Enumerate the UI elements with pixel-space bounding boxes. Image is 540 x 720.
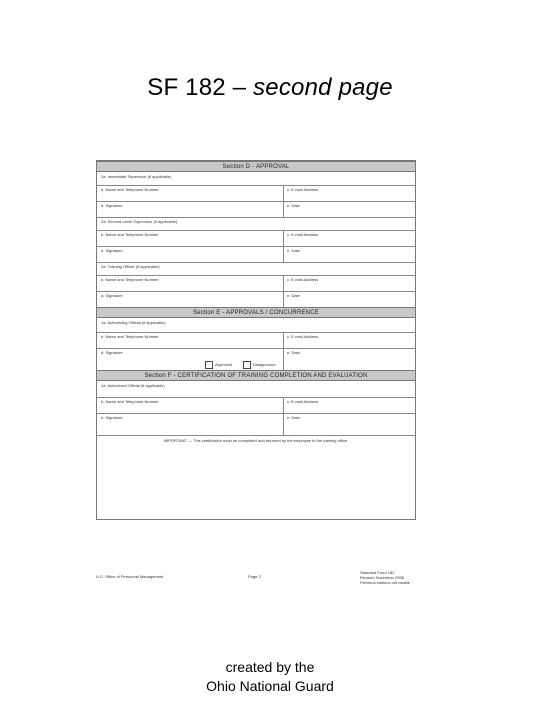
field-label: c. E-mail Address bbox=[287, 277, 319, 282]
disapproved-label: Disapproved bbox=[253, 362, 276, 367]
page-footer-right-3: Previous editions not usable bbox=[360, 580, 411, 585]
field-label: b. Name and Telephone Number bbox=[101, 187, 159, 192]
page-footer-right-2: Revised November 2006 bbox=[360, 575, 405, 580]
column-divider bbox=[283, 291, 284, 307]
disapproved-checkbox[interactable] bbox=[243, 361, 251, 369]
field-label: e. Date bbox=[287, 248, 300, 253]
page-footer-right-1: Standard Form 182 bbox=[360, 570, 395, 575]
field-label: c. E-mail Address bbox=[287, 334, 319, 339]
form-row-divider bbox=[97, 262, 415, 263]
column-divider bbox=[283, 230, 284, 246]
field-label: b. Name and Telephone Number bbox=[101, 277, 159, 282]
field-label: 1a. Immediate Supervisor (if applicable) bbox=[101, 174, 172, 179]
column-divider bbox=[283, 185, 284, 201]
field-label: d. Signature bbox=[101, 203, 123, 208]
field-label: d. Signature bbox=[101, 415, 123, 420]
column-divider bbox=[283, 397, 284, 413]
form-row-divider bbox=[97, 275, 415, 276]
form-row-divider bbox=[97, 246, 415, 247]
field-label: 3a. Training Officer (if applicable) bbox=[101, 264, 160, 269]
section-f-header: Section F - CERTIFICATION OF TRAINING COMPLETION AND EVALUATION bbox=[97, 370, 415, 381]
column-divider bbox=[283, 332, 284, 348]
form-row-divider bbox=[97, 217, 415, 218]
field-label: d. Signature bbox=[101, 293, 123, 298]
field-label: b. Name and Telephone Number bbox=[101, 334, 159, 339]
credit-text bbox=[0, 658, 540, 696]
form-row-divider bbox=[97, 201, 415, 202]
section-e-header: Section E - APPROVALS / CONCURRENCE bbox=[97, 307, 415, 318]
field-label: c. E-mail Address bbox=[287, 187, 319, 192]
page-footer-center: Page 2 bbox=[248, 574, 261, 579]
column-divider bbox=[283, 348, 284, 370]
column-divider bbox=[283, 275, 284, 291]
field-label: d. Signature bbox=[101, 350, 123, 355]
approved-checkbox[interactable] bbox=[205, 361, 213, 369]
column-divider bbox=[283, 413, 284, 435]
form-row-divider bbox=[97, 291, 415, 292]
form-row-divider bbox=[97, 397, 415, 398]
page-title-italic: second page bbox=[253, 74, 393, 101]
column-divider bbox=[283, 201, 284, 217]
field-label: e. Date bbox=[287, 203, 300, 208]
form-row-divider bbox=[97, 332, 415, 333]
form-row-divider bbox=[97, 185, 415, 186]
field-label: 1a. Authorizing Official (if applicable) bbox=[101, 320, 166, 325]
field-label: 1a. Authorized Official (if applicable) bbox=[101, 383, 165, 388]
field-label: b. Name and Telephone Number bbox=[101, 399, 159, 404]
form-row-divider bbox=[97, 348, 415, 349]
field-label: d. Signature bbox=[101, 248, 123, 253]
field-label: 2a. Second-Level Supervisor (if applicable) bbox=[101, 219, 178, 224]
credit-line-2: Ohio National Guard bbox=[206, 678, 334, 694]
important-note: IMPORTANT — This certification must be completed and returned by the employee to the training office. bbox=[163, 438, 349, 443]
form-row-divider bbox=[97, 230, 415, 231]
field-label: e. Date bbox=[287, 293, 300, 298]
section-d-header: Section D - APPROVAL bbox=[97, 161, 415, 172]
approved-label: Approved bbox=[215, 362, 233, 367]
field-label: e. Date bbox=[287, 415, 300, 420]
credit-line-1: created by the bbox=[225, 659, 315, 675]
field-label: e. Date bbox=[287, 350, 300, 355]
page-footer-left: U.S. Office of Personnel Management bbox=[96, 574, 164, 579]
form-row-divider bbox=[97, 413, 415, 414]
field-label: c. E-mail Address bbox=[287, 232, 319, 237]
field-label: c. E-mail Address bbox=[287, 399, 319, 404]
column-divider bbox=[283, 246, 284, 262]
form-row-divider bbox=[97, 435, 415, 436]
page-title bbox=[0, 74, 540, 102]
sf182-form-page bbox=[96, 160, 416, 520]
page-title-main: SF 182 – bbox=[147, 74, 247, 101]
field-label: b. Name and Telephone Number bbox=[101, 232, 159, 237]
